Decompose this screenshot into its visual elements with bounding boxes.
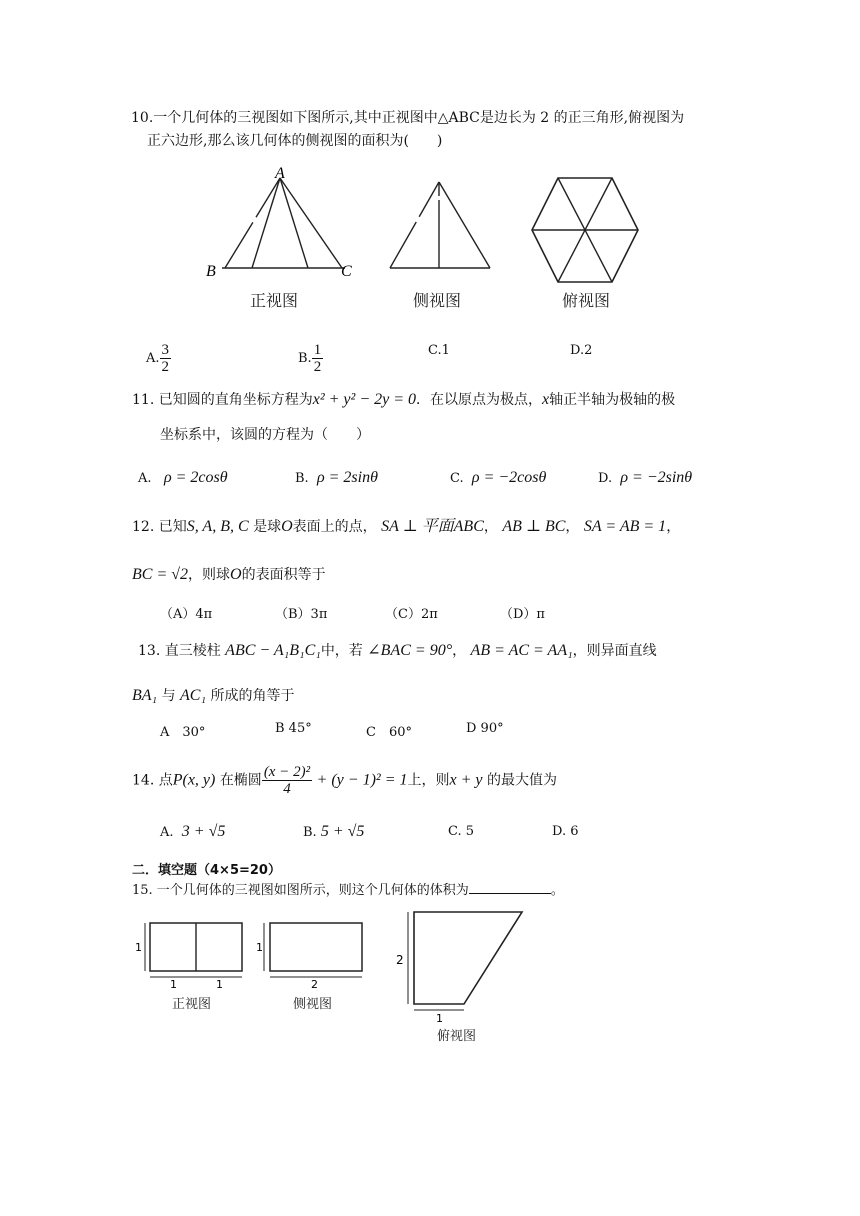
- label-C: C: [341, 263, 352, 280]
- q10-option-b: B. $\frac{1}{2}$: [298, 342, 322, 375]
- side-height-label: 1: [256, 941, 263, 954]
- top-width-label: 1: [436, 1012, 443, 1025]
- q15-front-view-figure: [132, 915, 252, 1027]
- q15-top-view-figure: [392, 908, 532, 1048]
- front-inner-right: [280, 178, 308, 268]
- caption-top: 俯视图: [562, 291, 611, 310]
- q10-line2: 正六边形,那么该几何体的侧视图的面积为( ): [147, 133, 443, 149]
- q14-option-b: B. 5 + √5: [303, 823, 365, 840]
- side-width-label: 2: [311, 978, 318, 991]
- label-A: A: [275, 165, 285, 182]
- q11-option-b: B. ρ = 2sinθ: [295, 469, 378, 486]
- q14-option-c: C. 5: [448, 824, 475, 839]
- q15-caption-side: 侧视图: [293, 997, 333, 1012]
- top-height-label: 2: [396, 953, 404, 967]
- answer-blank[interactable]: [469, 879, 551, 894]
- q11-option-c: C. ρ = −2cosθ: [450, 469, 547, 486]
- q12-option-d: （D）π: [500, 607, 545, 622]
- q15-side-view-figure: [255, 915, 375, 1027]
- front-width-label-1: 1: [170, 978, 177, 991]
- front-width-label-2: 1: [216, 978, 223, 991]
- q12-line1: 12. 已知S, A, B, C 是球O表面上的点， SA ⊥ 平面ABC， AB ⊥ BC， SA = AB = 1，: [132, 518, 681, 535]
- q11-line1: 11. 已知圆的直角坐标方程为x² + y² − 2y = 0．在以原点为极点，x轴正半轴为极轴的极: [132, 391, 676, 408]
- top-trapezoid: [414, 912, 522, 1004]
- q10-side-view-figure: [380, 160, 510, 320]
- q10-front-view-figure: [200, 160, 370, 320]
- q13-option-b: B 45°: [275, 721, 312, 736]
- q13-option-a: A 30°: [160, 725, 206, 740]
- q10-top-view-figure: [520, 168, 650, 320]
- q12-option-c: （C）2π: [385, 607, 438, 622]
- q11-option-d: D. ρ = −2sinθ: [598, 469, 693, 486]
- q15-caption-front: 正视图: [172, 997, 212, 1012]
- q10-option-c: C.1: [428, 343, 450, 358]
- front-inner-left: [252, 178, 280, 268]
- q13-line2: BA₁ 与 AC₁ 所成的角等于: [132, 687, 295, 704]
- q12-option-b: （B）3π: [275, 607, 328, 622]
- q13-line1: 13. 直三棱柱 ABC − A₁B₁C₁中，若 ∠BAC = 90°， AB = AC = AA₁，则异面直线: [138, 642, 657, 659]
- q12-line2: BC = √2，则球O的表面积等于: [132, 566, 326, 583]
- front-edge-left: [225, 178, 280, 268]
- side-rect: [270, 923, 362, 971]
- q14-option-d: D. 6: [552, 824, 579, 839]
- q15-caption-top: 俯视图: [437, 1029, 477, 1044]
- front-height-label: 1: [135, 941, 142, 954]
- q11-line2: 坐标系中，该圆的方程为（ ）: [160, 427, 370, 443]
- section-heading: 二．填空题（4×5=20）: [132, 863, 281, 878]
- q12-option-a: （A）4π: [160, 607, 213, 622]
- front-edge-right: [280, 178, 342, 268]
- q10-option-a: A. $\frac{3}{2}$: [146, 342, 170, 375]
- label-B: B: [206, 263, 216, 280]
- q13-option-d: D 90°: [466, 721, 504, 736]
- q15-text: 15. 一个几何体的三视图如图所示，则这个几何体的体积为 。: [132, 879, 564, 901]
- side-edge-right: [439, 182, 490, 268]
- side-edge-left: [390, 182, 439, 268]
- caption-side: 侧视图: [413, 291, 462, 310]
- q10-option-d: D.2: [570, 343, 593, 358]
- q11-option-a: A. ρ = 2cosθ: [138, 469, 228, 486]
- q14-option-a: A. 3 + √5: [160, 823, 226, 840]
- q14-line: 14. 点P(x, y) 在椭圆 $\frac{\text{(x − 2)²}}{4}$ + (y − 1)² = 1上，则x + y 的最大值为: [132, 764, 557, 797]
- q10-line1: 10.一个几何体的三视图如下图所示,其中正视图中△ABC是边长为 2 的正三角形,俯视图为: [131, 110, 685, 126]
- q13-option-c: C 60°: [366, 725, 412, 740]
- caption-front: 正视图: [250, 291, 299, 310]
